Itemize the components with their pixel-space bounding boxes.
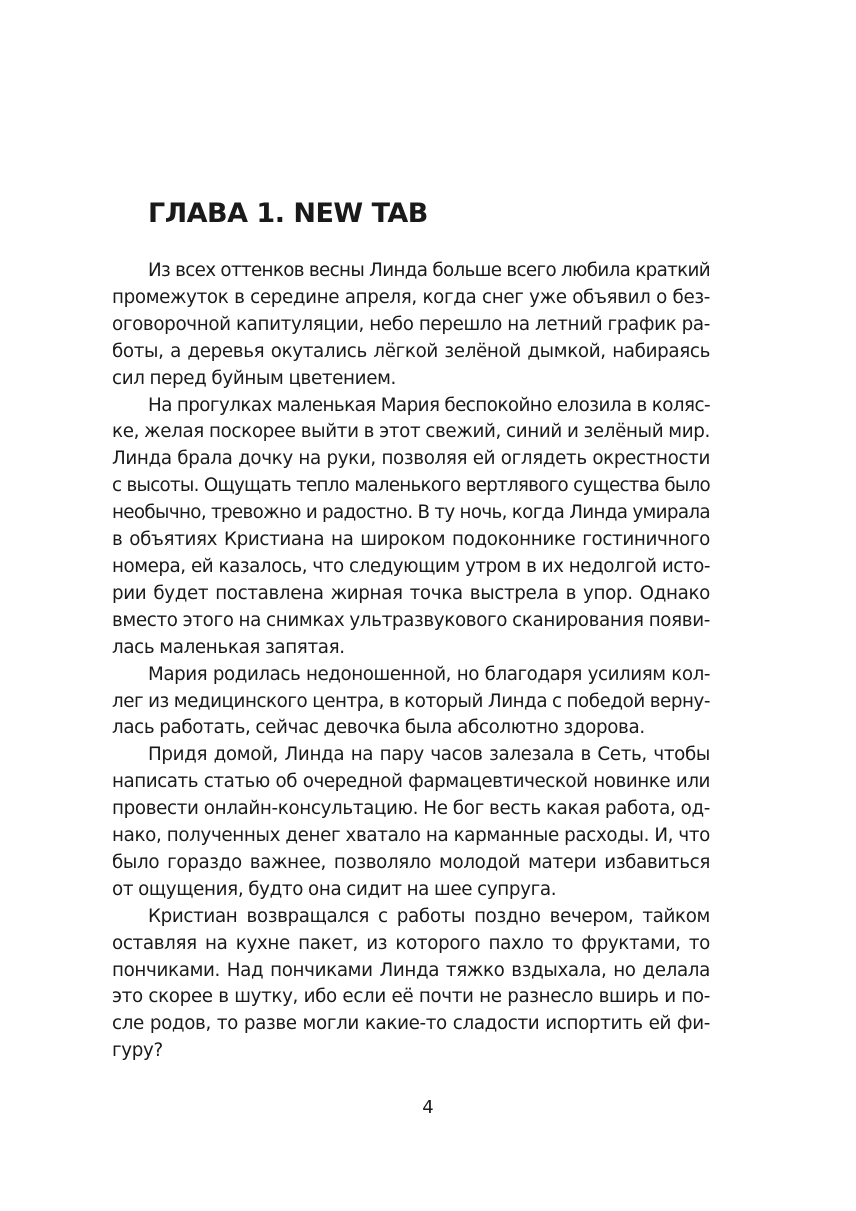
text-line: провести онлайн-консультацию. Не бог весть какая работа, од- <box>112 798 710 820</box>
text-line: было гораздо важнее, позволяло молодой матери избавиться <box>112 851 710 873</box>
page-number: 4 <box>422 1097 434 1118</box>
paragraph <box>112 258 710 393</box>
text-line: Кристиан возвращался с работы поздно вечером, тайком <box>148 905 710 927</box>
paragraph <box>112 742 710 903</box>
paragraph <box>112 393 710 662</box>
text-line: лась работать, сейчас девочка была абсолютно здорова. <box>112 717 645 739</box>
text-line: Линда брала дочку на руки, позволяя ей оглядеть окрестности <box>112 448 710 470</box>
text-line: сил перед буйным цветением. <box>112 367 396 389</box>
text-line: в объятиях Кристиана на широком подоконнике гостиничного <box>112 529 710 551</box>
text-line: ке, желая поскорее выйти в этот свежий, синий и зелёный мир. <box>112 421 710 443</box>
text-line: вместо этого на снимках ультразвукового сканирования появи- <box>112 609 710 631</box>
text-line: Придя домой, Линда на пару часов залезала в Сеть, чтобы <box>148 744 710 766</box>
chapter-title: ГЛАВА 1. NEW TAB <box>148 198 428 229</box>
chapter-text <box>112 258 710 1065</box>
text-line: написать статью об очередной фармацевтической новинке или <box>112 771 710 793</box>
text-line: от ощущения, будто она сидит на шее супруга. <box>112 878 557 900</box>
text-line: Мария родилась недоношенной, но благодаря усилиям кол- <box>148 663 710 685</box>
text-line: На прогулках маленькая Мария беспокойно елозила в коляс- <box>148 394 710 416</box>
text-line: необычно, тревожно и радостно. В ту ночь, когда Линда умирала <box>112 502 710 524</box>
text-line: промежуток в середине апреля, когда снег уже объявил о без- <box>112 286 710 308</box>
text-line: Из всех оттенков весны Линда больше всего любила краткий <box>148 260 710 281</box>
text-line: с высоты. Ощущать тепло маленького вертлявого существа было <box>112 475 710 497</box>
text-line: лег из медицинского центра, в который Линда с победой верну- <box>112 690 710 712</box>
text-line: оставляя на кухне пакет, из которого пахло то фруктами, то <box>112 932 710 954</box>
paragraph <box>112 904 710 1065</box>
text-line: рии будет поставлена жирная точка выстрела в упор. Однако <box>112 582 710 604</box>
text-line: оговорочной капитуляции, небо перешло на летний график ра- <box>112 313 710 335</box>
text-line: это скорее в шутку, ибо если её почти не разнесло вширь и по- <box>112 986 710 1008</box>
paragraph <box>112 662 710 743</box>
text-line: лась маленькая запятая. <box>112 636 345 658</box>
text-line: боты, а деревья окутались лёгкой зелёной дымкой, набираясь <box>112 340 710 362</box>
text-line: номера, ей казалось, что следующим утром в их недолгой исто- <box>112 555 710 577</box>
text-line: сле родов, то разве могли какие-то сладости испортить ей фи- <box>112 1013 710 1035</box>
text-line: нако, полученных денег хватало на карманные расходы. И, что <box>112 825 710 847</box>
text-line: гуру? <box>112 1040 163 1062</box>
text-line: пончиками. Над пончиками Линда тяжко вздыхала, но делала <box>112 959 710 981</box>
